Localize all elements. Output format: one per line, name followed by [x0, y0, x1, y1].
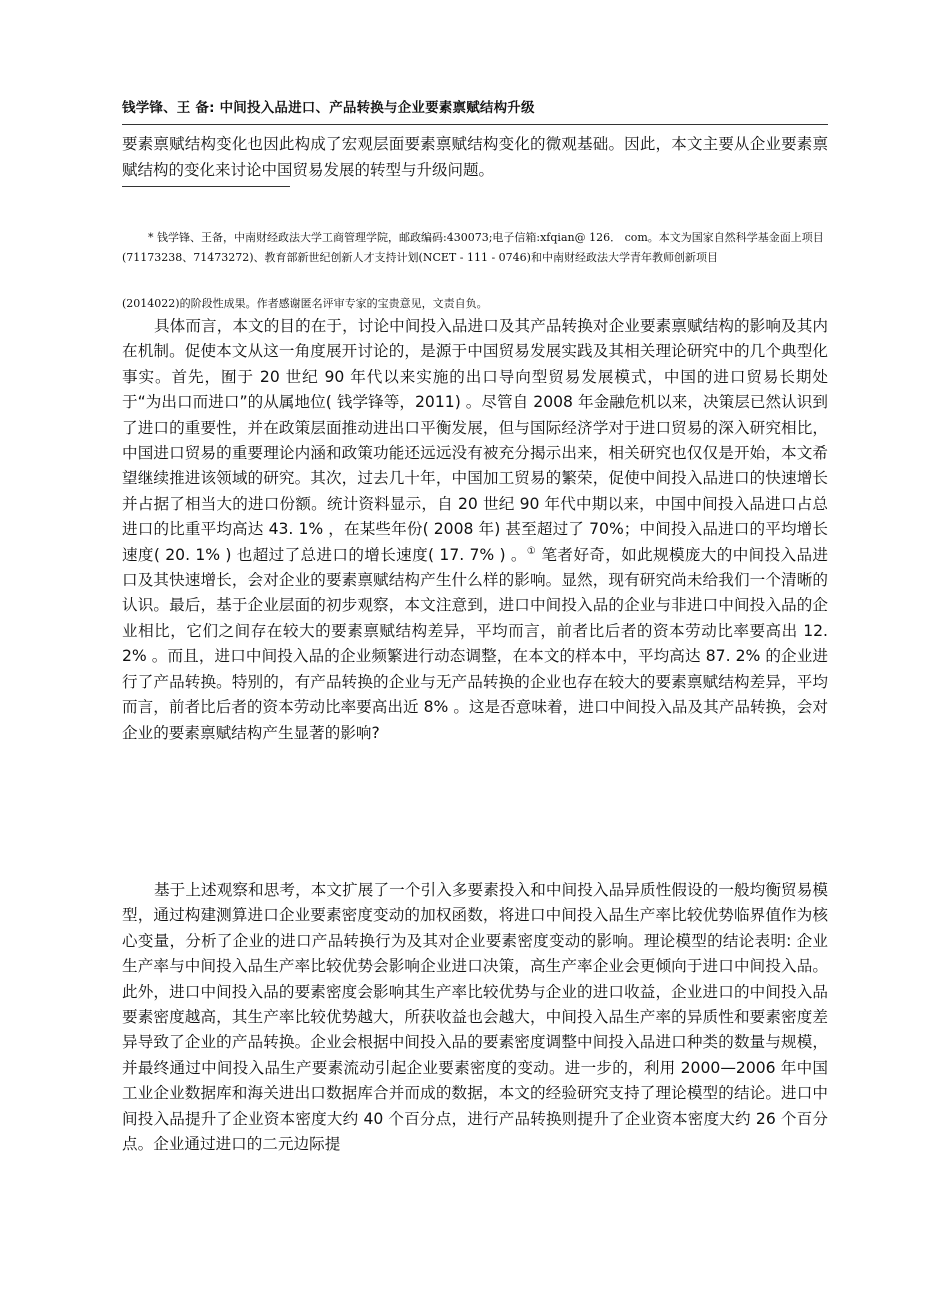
footnote-marker[interactable]: ①	[526, 545, 537, 557]
p1-text-before-note: 具体而言，本文的目的在于，讨论中间投入品进口及其产品转换对企业要素禀赋结构的影响及其内在机制。促使本文从这一角度展开讨论的，是源于中国贸易发展实践及其相关理论研究中的几个典型化事实。首先，囿于 20 世纪 90 年代以来实施的出口导向型贸易发展模式，中国的进口贸易长期处于“为出口而进口”的从属地位( 钱学锋等，2011) 。尽管自 2008 年金融危机以来，决策层已然认识到了进口的重要性，并在政策层面推动进出口平衡发展，但与国际经济学对于进口贸易的深入研究相比，中国进口贸易的重要理论内涵和政策功能还远远没有被充分揭示出来，相关研究也仅仅是开始，本文希望继续推进该领域的研究。其次，过去几十年，中国加工贸易的繁荣，促使中间投入品进口的快速增长并占据了相当大的进口份额。统计资料显示，自 20 世纪 90 年代中期以来，中国中间投入品进口占总进口的比重平均高达 43. 1% ，在某些年份( 2008 年) 甚至超过了 70%；中间投入品进口的平均增长速度( 20. 1% ) 也超过了总进口的增长速度( 17. 7% ) 。	[122, 317, 828, 564]
p1-text-after-note: 笔者好奇，如此规模庞大的中间投入品进口及其快速增长，会对企业的要素禀赋结构产生什么样的影响。显然，现有研究尚未给我们一个清晰的认识。最后，基于企业层面的初步观察，本文注意到，进口中间投入品的企业与非进口中间投入品的企业相比，它们之间存在较大的要素禀赋结构差异，平均而言，前者比后者的资本劳动比率要高出 12. 2% 。而且，进口中间投入品的企业频繁进行动态调整，在本文的样本中，平均高达 87. 2% 的企业进行了产品转换。特别的，有产品转换的企业与无产品转换的企业也存在较大的要素禀赋结构差异，平均而言，前者比后者的资本劳动比率要高出近 8% 。这是否意味着，进口中间投入品及其产品转换，会对企业的要素禀赋结构产生显著的影响?	[122, 545, 828, 742]
author-footnote: * 钱学锋、王备，中南财经政法大学工商管理学院，邮政编码:430073;电子信箱:xfqian@ 126． com。本文为国家自然科学基金面上项目(71173238、71473272)、教育部新世纪创新人才支持计划(NCET - 111 - 0746)和中南财经政法大学青年教师创新项目	[122, 231, 824, 264]
footnote-separator	[122, 186, 290, 187]
author-footnote-tail: (2014022)的阶段性成果。作者感谢匿名评审专家的宝贵意见，文责自负。	[122, 297, 488, 310]
body-paragraph-1	[122, 314, 828, 746]
body-paragraph-2: 基于上述观察和思考，本文扩展了一个引入多要素投入和中间投入品异质性假设的一般均衡贸易模型，通过构建测算进口企业要素密度变动的加权函数，将进口中间投入品生产率比较优势临界值作为核心变量，分析了企业的进口产品转换行为及其对企业要素密度变动的影响。理论模型的结论表明: 企业生产率与中间投入品生产率比较优势会影响企业进口决策，高生产率企业会更倾向于进口中间投入品。此外，进口中间投入品的要素密度会影响其生产率比较优势与企业的进口收益，企业进口的中间投入品要素密度越高，其生产率比较优势越大，所获收益也会越大，中间投入品生产率的异质性和要素密度差异导致了企业的产品转换。企业会根据中间投入品的要素密度调整中间投入品进口种类的数量与规模，并最终通过中间投入品生产要素流动引起企业要素密度的变动。进一步的，利用 2000—2006 年中国工业企业数据库和海关进出口数据库合并而成的数据，本文的经验研究支持了理论模型的结论。进口中间投入品提升了企业资本密度大约 40 个百分点，进行产品转换则提升了企业资本密度大约 26 个百分点。企业通过进口的二元边际提	[122, 881, 828, 1154]
running-head-title: 钱学锋、王 备: 中间投入品进口、产品转换与企业要素禀赋结构升级	[122, 100, 535, 116]
header-rule	[122, 124, 828, 125]
continuation-paragraph: 要素禀赋结构变化也因此构成了宏观层面要素禀赋结构变化的微观基础。因此，本文主要从企业要素禀赋结构的变化来讨论中国贸易发展的转型与升级问题。	[122, 135, 828, 179]
